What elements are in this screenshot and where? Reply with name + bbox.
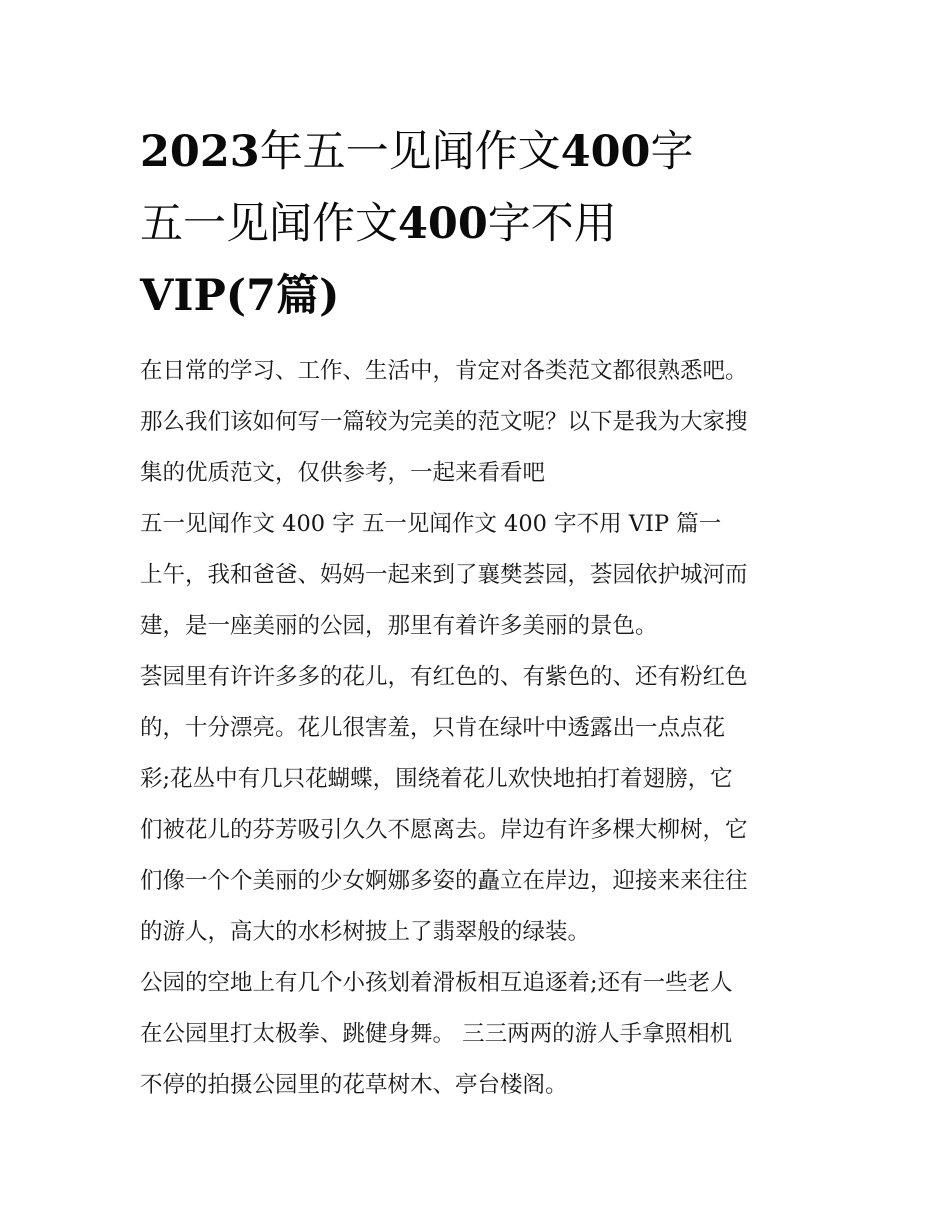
text-line: 的游人，高大的水杉树披上了翡翠般的绿装。 xyxy=(140,919,591,945)
text-line: 在公园里打太极拳、跳健身舞。 三三两两的游人手拿照相机 xyxy=(140,1021,733,1047)
title-text: 篇 xyxy=(276,271,320,321)
document-body xyxy=(140,346,830,1111)
document-page xyxy=(140,116,830,1111)
title-line-2 xyxy=(140,188,830,260)
title-text: 字不用 xyxy=(487,199,617,249)
title-number: 400 xyxy=(398,199,488,249)
text-line: 们被花儿的芬芳吸引久久不愿离去。岸边有许多棵大柳树，它 xyxy=(140,817,748,843)
text-line: 们像一个个美丽的少女婀娜多姿的矗立在岸边，迎接来来往往 xyxy=(140,868,748,894)
text-line: 彩;花丛中有几只花蝴蝶，围绕着花儿欢快地拍打着翅膀，它 xyxy=(140,766,733,792)
title-number: 400 xyxy=(560,127,651,177)
paragraph xyxy=(140,550,830,652)
title-line-3 xyxy=(140,260,830,332)
document-title xyxy=(140,116,830,332)
paragraph xyxy=(140,958,830,1111)
text-line: 那么我们该如何写一篇较为完美的范文呢？以下是我为大家搜 xyxy=(140,409,748,435)
text-line: 在日常的学习、工作、生活中，肯定对各类范文都很熟悉吧。 xyxy=(140,358,748,384)
text-line: 公园的空地上有几个小孩划着滑板相互追逐着;还有一些老人 xyxy=(140,970,733,996)
title-year: 2023 xyxy=(140,127,260,177)
title-text: 年五一见闻作文 xyxy=(259,127,561,177)
text-line: 集的优质范文，仅供参考，一起来看看吧 xyxy=(140,460,546,486)
section-heading xyxy=(140,499,830,550)
text-line: 荟园里有许许多多的花儿，有红色的、有紫色的、还有粉红色 xyxy=(140,664,748,690)
title-text: 字 xyxy=(650,127,694,177)
title-line-1 xyxy=(140,116,830,188)
text-line: 建，是一座美丽的公园，那里有着许多美丽的景色。 xyxy=(140,613,658,639)
title-text: VIP(7 xyxy=(140,271,277,321)
text-line: 五一见闻作文 400 字 五一见闻作文 400 字不用 VIP 篇一 xyxy=(140,511,722,537)
title-text: ) xyxy=(319,271,340,321)
paragraph-intro xyxy=(140,346,830,499)
text-line: 上午，我和爸爸、妈妈一起来到了襄樊荟园，荟园依护城河而 xyxy=(140,562,748,588)
paragraph xyxy=(140,652,830,958)
title-text: 五一见闻作文 xyxy=(140,199,398,249)
text-line: 不停的拍摄公园里的花草树木、亭台楼阁。 xyxy=(140,1072,568,1098)
text-line: 的，十分漂亮。花儿很害羞，只肯在绿叶中透露出一点点花 xyxy=(140,715,726,741)
